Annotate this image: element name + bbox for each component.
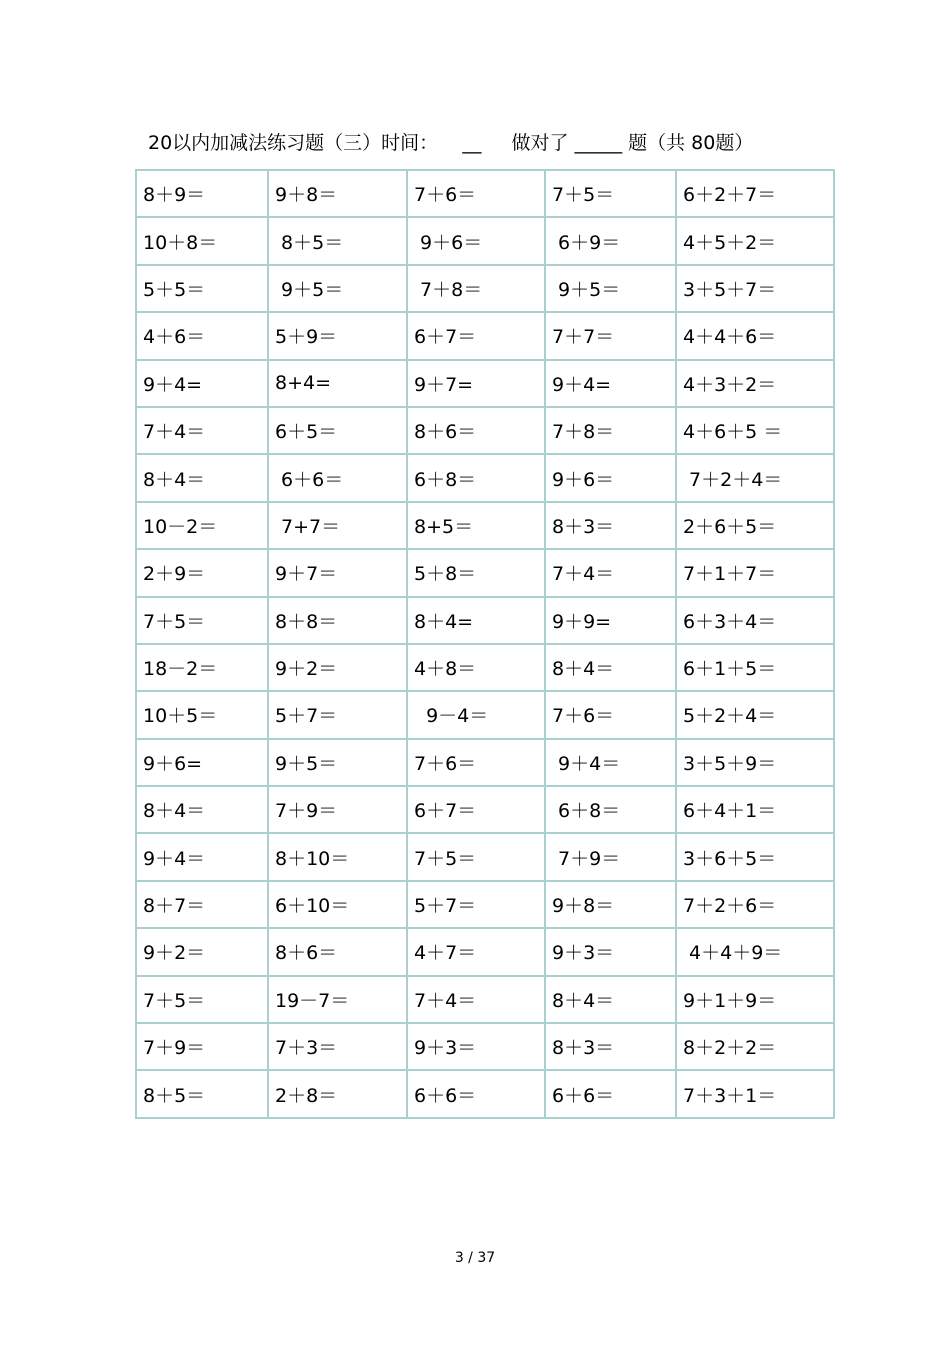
table-row xyxy=(136,1070,834,1117)
problem-cell: 9＋1＋9＝ xyxy=(676,976,834,1023)
problem-cell: 7＋1＋7＝ xyxy=(676,549,834,596)
problem-cell: 9＋9= xyxy=(545,597,676,644)
table-row xyxy=(136,976,834,1023)
problem-cell: 7＋5＝ xyxy=(136,597,268,644)
problem-cell: 9＋4＝ xyxy=(136,833,268,880)
problem-cell: 7＋9＝ xyxy=(268,786,407,833)
problem-cell: 7＋2＋4＝ xyxy=(676,454,834,501)
problem-cell: 6＋10＝ xyxy=(268,881,407,928)
problem-cell: 4＋4＋6＝ xyxy=(676,312,834,359)
problem-cell: 6＋9＝ xyxy=(545,217,676,264)
table-row xyxy=(136,644,834,691)
exercise-table xyxy=(135,169,835,1119)
problem-cell: 8＋7＝ xyxy=(136,881,268,928)
problem-cell: 7＋5＝ xyxy=(407,833,545,880)
problem-cell: 5＋8＝ xyxy=(407,549,545,596)
problem-cell: 8+5＝ xyxy=(407,502,545,549)
problem-cell: 8＋4＝ xyxy=(545,644,676,691)
problem-cell: 7＋6＝ xyxy=(407,170,545,217)
problem-cell: 8＋6＝ xyxy=(268,928,407,975)
problem-cell: 4＋7＝ xyxy=(407,928,545,975)
problem-cell: 6＋3＋4＝ xyxy=(676,597,834,644)
problem-cell: 5＋7＝ xyxy=(268,691,407,738)
table-row xyxy=(136,1023,834,1070)
problem-cell: 8＋4＝ xyxy=(136,454,268,501)
problem-cell: 8＋2＋2＝ xyxy=(676,1023,834,1070)
problem-cell: 3＋6＋5＝ xyxy=(676,833,834,880)
problem-cell: 8＋4＝ xyxy=(545,976,676,1023)
problem-cell: 9＋8＝ xyxy=(545,881,676,928)
problem-cell: 6＋6＝ xyxy=(268,454,407,501)
problem-cell: 8＋4= xyxy=(407,597,545,644)
problem-cell: 6＋1＋5＝ xyxy=(676,644,834,691)
table-row xyxy=(136,170,834,217)
problem-cell: 7＋2＋6＝ xyxy=(676,881,834,928)
problem-cell: 4＋4＋9＝ xyxy=(676,928,834,975)
problem-cell: 9＋4= xyxy=(545,360,676,407)
problem-cell: 6＋6＝ xyxy=(407,1070,545,1117)
problem-cell: 9＋2＝ xyxy=(136,928,268,975)
problem-cell: 4＋6＋5 ＝ xyxy=(676,407,834,454)
problem-cell: 4＋3＋2＝ xyxy=(676,360,834,407)
problem-cell: 5＋9＝ xyxy=(268,312,407,359)
problem-cell: 8＋6＝ xyxy=(407,407,545,454)
problem-cell: 7＋4＝ xyxy=(407,976,545,1023)
problem-cell: 6＋7＝ xyxy=(407,786,545,833)
problem-cell: 4＋8＝ xyxy=(407,644,545,691)
problem-cell: 9－4＝ xyxy=(407,691,545,738)
problem-cell: 19－7＝ xyxy=(268,976,407,1023)
problem-cell: 7＋3＋1＝ xyxy=(676,1070,834,1117)
problem-cell: 5＋2＋4＝ xyxy=(676,691,834,738)
problem-cell: 7＋9＝ xyxy=(545,833,676,880)
problem-cell: 9＋6＝ xyxy=(545,454,676,501)
problem-cell: 7＋4＝ xyxy=(136,407,268,454)
problem-cell: 6＋8＝ xyxy=(545,786,676,833)
problem-cell: 5＋7＝ xyxy=(407,881,545,928)
problem-cell: 7+7＝ xyxy=(268,502,407,549)
problem-cell: 9＋5＝ xyxy=(545,265,676,312)
problem-cell: 5＋5＝ xyxy=(136,265,268,312)
problem-cell: 8＋3＝ xyxy=(545,1023,676,1070)
problem-cell: 7＋5＝ xyxy=(545,170,676,217)
problem-cell: 6＋4＋1＝ xyxy=(676,786,834,833)
problem-cell: 4＋6＝ xyxy=(136,312,268,359)
table-row xyxy=(136,597,834,644)
table-row xyxy=(136,502,834,549)
problem-cell: 9＋3＝ xyxy=(545,928,676,975)
problem-cell: 9＋8＝ xyxy=(268,170,407,217)
problem-cell: 8＋5＝ xyxy=(136,1070,268,1117)
problem-cell: 6＋8＝ xyxy=(407,454,545,501)
problem-cell: 9＋7＝ xyxy=(268,549,407,596)
problem-cell: 3＋5＋7＝ xyxy=(676,265,834,312)
problem-cell: 6＋6＝ xyxy=(545,1070,676,1117)
problem-cell: 8＋8＝ xyxy=(268,597,407,644)
problem-cell: 7＋6＝ xyxy=(407,739,545,786)
problem-cell: 9＋5＝ xyxy=(268,739,407,786)
problem-cell: 6＋5＝ xyxy=(268,407,407,454)
problem-cell: 18－2＝ xyxy=(136,644,268,691)
problem-cell: 8＋9＝ xyxy=(136,170,268,217)
problem-cell: 7＋7＝ xyxy=(545,312,676,359)
problem-cell: 7＋4＝ xyxy=(545,549,676,596)
problem-cell: 10＋8＝ xyxy=(136,217,268,264)
problem-cell: 9＋4＝ xyxy=(545,739,676,786)
problem-cell: 8+4= xyxy=(268,360,407,407)
problem-cell: 9＋2＝ xyxy=(268,644,407,691)
problem-cell: 2＋9＝ xyxy=(136,549,268,596)
problem-cell: 2＋6＋5＝ xyxy=(676,502,834,549)
table-row xyxy=(136,360,834,407)
problem-cell: 3＋5＋9＝ xyxy=(676,739,834,786)
problem-cell: 2＋8＝ xyxy=(268,1070,407,1117)
problem-cell: 10＋5＝ xyxy=(136,691,268,738)
problem-cell: 6＋2＋7＝ xyxy=(676,170,834,217)
problem-cell: 7＋9＝ xyxy=(136,1023,268,1070)
page-title: 20以内加减法练习题（三）时间： __ 做对了 _____ 题（共 80题） xyxy=(148,132,754,154)
problem-cell: 10－2＝ xyxy=(136,502,268,549)
table-row xyxy=(136,312,834,359)
problem-cell: 6＋7＝ xyxy=(407,312,545,359)
problem-cell: 7＋5＝ xyxy=(136,976,268,1023)
problem-cell: 8＋4＝ xyxy=(136,786,268,833)
problem-cell: 7＋8＝ xyxy=(407,265,545,312)
problem-cell: 4＋5＋2＝ xyxy=(676,217,834,264)
page-number: 3 / 37 xyxy=(454,1250,496,1266)
problem-cell: 8＋3＝ xyxy=(545,502,676,549)
problem-cell: 9＋4= xyxy=(136,360,268,407)
table-row xyxy=(136,217,834,264)
problem-cell: 9＋3＝ xyxy=(407,1023,545,1070)
table-row xyxy=(136,454,834,501)
table-row xyxy=(136,265,834,312)
problem-cell: 8＋10＝ xyxy=(268,833,407,880)
problem-cell: 8＋5＝ xyxy=(268,217,407,264)
table-row xyxy=(136,881,834,928)
problem-cell: 7＋3＝ xyxy=(268,1023,407,1070)
table-row xyxy=(136,928,834,975)
problem-cell: 7＋8＝ xyxy=(545,407,676,454)
table-row xyxy=(136,739,834,786)
table-row xyxy=(136,786,834,833)
table-row xyxy=(136,833,834,880)
problem-cell: 9＋5＝ xyxy=(268,265,407,312)
table-row xyxy=(136,407,834,454)
table-row xyxy=(136,549,834,596)
problem-cell: 9＋7= xyxy=(407,360,545,407)
problem-cell: 7＋6＝ xyxy=(545,691,676,738)
table-row xyxy=(136,691,834,738)
problem-cell: 9＋6= xyxy=(136,739,268,786)
problem-cell: 9＋6＝ xyxy=(407,217,545,264)
